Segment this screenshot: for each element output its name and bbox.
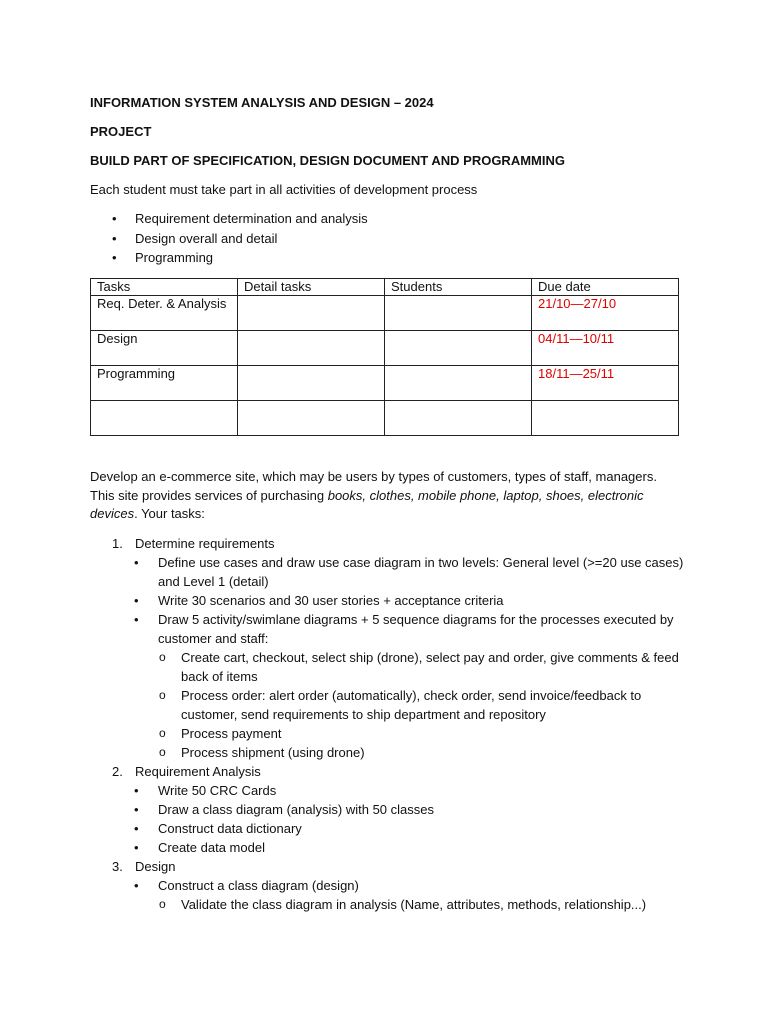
activity-label: Programming <box>135 250 214 265</box>
list-item <box>90 210 368 230</box>
table-row <box>91 401 679 436</box>
bullet-item <box>90 819 690 838</box>
table-row <box>91 296 679 331</box>
project-description <box>90 468 682 524</box>
item-text: Process payment <box>181 726 282 741</box>
bullet-item <box>90 591 690 610</box>
task-outline <box>90 534 690 914</box>
due-date-cell: 21/10—27/10 <box>532 296 679 331</box>
product-list: books, clothes, mobile phone, laptop, shoes, electronic devices <box>90 487 644 521</box>
activities-list <box>90 210 368 269</box>
circle-bullet-icon: o <box>159 897 166 911</box>
item-text: Create data model <box>158 840 265 855</box>
bullet-icon: • <box>134 878 139 893</box>
item-text: Design <box>135 859 176 874</box>
sub-bullet-item <box>90 895 690 914</box>
students-cell <box>385 331 532 366</box>
circle-bullet-icon: o <box>159 650 166 664</box>
numbered-item <box>90 857 690 876</box>
bullet-item <box>90 838 690 857</box>
project-heading: PROJECT <box>90 124 152 139</box>
detail-cell <box>238 401 385 436</box>
students-cell <box>385 401 532 436</box>
item-text: Validate the class diagram in analysis (Name, attributes, methods, relationship...) <box>181 897 647 912</box>
item-text: Draw 5 activity/swimlane diagrams + 5 sequence diagrams for the processes executed by customer and staff: <box>158 612 674 646</box>
item-text: Requirement Analysis <box>135 764 261 779</box>
students-cell <box>385 366 532 401</box>
list-item <box>90 230 368 250</box>
circle-bullet-icon: o <box>159 688 166 702</box>
table-row <box>91 331 679 366</box>
bullet-icon: • <box>112 230 117 246</box>
item-text: Draw a class diagram (analysis) with 50 classes <box>158 802 434 817</box>
sub-bullet-item <box>90 648 690 686</box>
numbered-item <box>90 534 690 553</box>
item-text: Construct data dictionary <box>158 821 302 836</box>
bullet-icon: • <box>134 783 139 798</box>
sub-bullet-item <box>90 686 690 724</box>
task-cell <box>91 401 238 436</box>
circle-bullet-icon: o <box>159 745 166 759</box>
bullet-icon: • <box>134 821 139 836</box>
bullet-item <box>90 800 690 819</box>
item-number: 2. <box>112 764 123 779</box>
intro-text: Each student must take part in all activities of development process <box>90 182 478 197</box>
item-number: 1. <box>112 536 123 551</box>
item-text: Process order: alert order (automatically), check order, send invoice/feedback to customer, send requirements to ship department and repository <box>181 688 642 722</box>
bullet-icon: • <box>112 211 117 226</box>
item-text: Process shipment (using drone) <box>181 745 365 760</box>
task-cell: Design <box>91 331 238 366</box>
description-text: Develop an e-commerce site, which may be users by types of customers, types of staff, managers. This site provides services of purchasing <box>90 469 657 503</box>
bullet-item <box>90 553 690 591</box>
activity-label: Design overall and detail <box>135 230 278 246</box>
item-text: Create cart, checkout, select ship (drone), select pay and order, give comments & feed back of items <box>181 650 679 684</box>
document-title: INFORMATION SYSTEM ANALYSIS AND DESIGN – 2024 <box>90 95 434 110</box>
column-header-due-date: Due date <box>532 279 679 296</box>
sub-bullet-item <box>90 724 690 743</box>
item-text: Write 50 CRC Cards <box>158 783 277 798</box>
column-header-students: Students <box>385 279 532 296</box>
schedule-table <box>90 278 679 436</box>
due-date-cell: 04/11—10/11 <box>532 331 679 366</box>
table-row <box>91 366 679 401</box>
item-number: 3. <box>112 859 123 874</box>
activity-label: Requirement determination and analysis <box>135 211 368 226</box>
project-subtitle: BUILD PART OF SPECIFICATION, DESIGN DOCUMENT AND PROGRAMMING <box>90 153 565 168</box>
due-date-cell <box>532 401 679 436</box>
column-header-tasks: Tasks <box>91 279 238 296</box>
detail-cell <box>238 366 385 401</box>
description-text-end: . Your tasks: <box>134 506 205 521</box>
students-cell <box>385 296 532 331</box>
due-date-cell: 18/11—25/11 <box>532 366 679 401</box>
sub-bullet-item <box>90 743 690 762</box>
bullet-icon: • <box>134 555 139 570</box>
bullet-icon: • <box>134 612 139 627</box>
bullet-icon: • <box>112 250 117 265</box>
item-text: Determine requirements <box>135 536 275 551</box>
column-header-detail-tasks: Detail tasks <box>238 279 385 296</box>
bullet-item <box>90 610 690 648</box>
table-header-row <box>91 279 679 296</box>
detail-cell <box>238 331 385 366</box>
bullet-icon: • <box>134 840 139 855</box>
bullet-item <box>90 781 690 800</box>
bullet-icon: • <box>134 802 139 817</box>
task-cell: Req. Deter. & Analysis <box>91 296 238 331</box>
item-text: Define use cases and draw use case diagram in two levels: General level (>=20 use cases) and Level 1 (detail) <box>158 555 684 589</box>
bullet-item <box>90 876 690 895</box>
list-item <box>90 249 368 269</box>
bullet-icon: • <box>134 593 139 608</box>
circle-bullet-icon: o <box>159 726 166 740</box>
detail-cell <box>238 296 385 331</box>
item-text: Construct a class diagram (design) <box>158 878 359 893</box>
item-text: Write 30 scenarios and 30 user stories + acceptance criteria <box>158 593 504 608</box>
numbered-item <box>90 762 690 781</box>
task-cell: Programming <box>91 366 238 401</box>
